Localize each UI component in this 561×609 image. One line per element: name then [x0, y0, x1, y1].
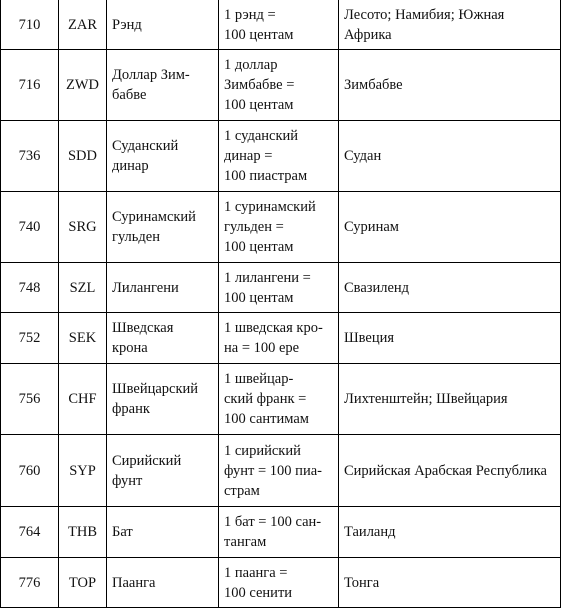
table-row	[1, 263, 561, 313]
table-row	[1, 121, 561, 192]
numeric-code-cell: 710	[1, 0, 59, 50]
table-row	[1, 313, 561, 364]
countries-cell: Тонга	[339, 558, 561, 608]
numeric-code-cell: 764	[1, 507, 59, 558]
subunit-cell: 1 суданский динар = 100 пиастрам	[219, 121, 339, 192]
numeric-code-cell: 760	[1, 435, 59, 507]
currency-name-cell: Рэнд	[107, 0, 219, 50]
subunit-cell: 1 рэнд = 100 центам	[219, 0, 339, 50]
table-row	[1, 364, 561, 435]
numeric-code-cell: 736	[1, 121, 59, 192]
alpha-code-cell: SRG	[59, 192, 107, 263]
countries-cell: Сирийская Арабская Республика	[339, 435, 561, 507]
subunit-cell: 1 шведская кро- на = 100 ере	[219, 313, 339, 364]
alpha-code-cell: SYP	[59, 435, 107, 507]
table-row	[1, 0, 561, 50]
currency-name-cell: Лилангени	[107, 263, 219, 313]
alpha-code-cell: SDD	[59, 121, 107, 192]
numeric-code-cell: 776	[1, 558, 59, 608]
numeric-code-cell: 756	[1, 364, 59, 435]
subunit-cell: 1 швейцар- ский франк = 100 сантимам	[219, 364, 339, 435]
currency-name-cell: Шведская крона	[107, 313, 219, 364]
subunit-cell: 1 паанга = 100 сенити	[219, 558, 339, 608]
countries-cell: Лесото; Намибия; Южная Африка	[339, 0, 561, 50]
currency-name-cell: Доллар Зим- бабве	[107, 50, 219, 121]
numeric-code-cell: 748	[1, 263, 59, 313]
alpha-code-cell: ZAR	[59, 0, 107, 50]
table-row	[1, 507, 561, 558]
currency-name-cell: Паанга	[107, 558, 219, 608]
numeric-code-cell: 752	[1, 313, 59, 364]
table-row	[1, 558, 561, 608]
countries-cell: Суринам	[339, 192, 561, 263]
alpha-code-cell: ZWD	[59, 50, 107, 121]
countries-cell: Судан	[339, 121, 561, 192]
alpha-code-cell: SEK	[59, 313, 107, 364]
currency-name-cell: Суринамский гульден	[107, 192, 219, 263]
countries-cell: Зимбабве	[339, 50, 561, 121]
numeric-code-cell: 740	[1, 192, 59, 263]
subunit-cell: 1 лилангени = 100 центам	[219, 263, 339, 313]
countries-cell: Свазиленд	[339, 263, 561, 313]
currency-name-cell: Швейцарский франк	[107, 364, 219, 435]
alpha-code-cell: TOP	[59, 558, 107, 608]
currency-name-cell: Бат	[107, 507, 219, 558]
numeric-code-cell: 716	[1, 50, 59, 121]
table-row	[1, 192, 561, 263]
countries-cell: Швеция	[339, 313, 561, 364]
subunit-cell: 1 суринамский гульден = 100 центам	[219, 192, 339, 263]
alpha-code-cell: THB	[59, 507, 107, 558]
subunit-cell: 1 бат = 100 сан- тангам	[219, 507, 339, 558]
currency-name-cell: Суданский динар	[107, 121, 219, 192]
table-row	[1, 435, 561, 507]
subunit-cell: 1 сирийский фунт = 100 пиа- страм	[219, 435, 339, 507]
countries-cell: Лихтенштейн; Швейцария	[339, 364, 561, 435]
countries-cell: Таиланд	[339, 507, 561, 558]
currency-name-cell: Сирийский фунт	[107, 435, 219, 507]
alpha-code-cell: CHF	[59, 364, 107, 435]
alpha-code-cell: SZL	[59, 263, 107, 313]
table-row	[1, 50, 561, 121]
subunit-cell: 1 доллар Зимбабве = 100 центам	[219, 50, 339, 121]
